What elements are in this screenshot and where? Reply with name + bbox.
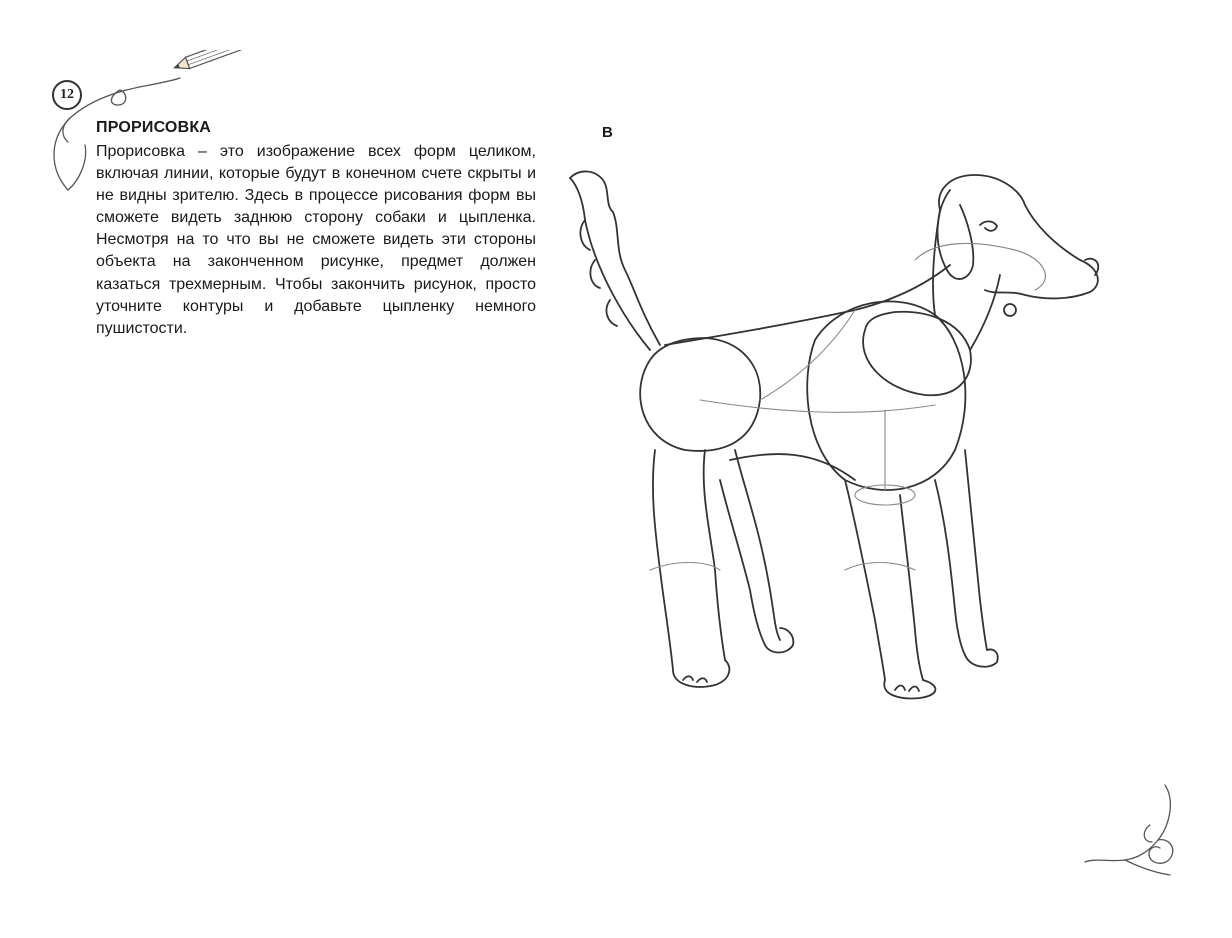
figure-label: B	[602, 124, 613, 141]
corner-swirl-ornament	[1080, 780, 1190, 880]
section-title: ПРОРИСОВКА	[96, 119, 212, 136]
pencil-icon	[172, 50, 251, 73]
page-number: 12	[52, 80, 82, 110]
dog-sketch-icon	[555, 150, 1115, 710]
section-body-text: Прорисовка – это изображение всех форм целиком, включая линии, которые будут в конечном счете скрыты и не видны зрителю. Здесь в процессе рисования форм вы сможете видеть заднюю сторону собаки и цыпленка. Несмотря на то что вы не сможете видеть эти стороны объекта на законченном рисунке, предмет должен казаться трехмерным. Чтобы закончить рисунок, просто уточните контуры и добавьте цыпленку немного пушистости.	[96, 143, 536, 337]
